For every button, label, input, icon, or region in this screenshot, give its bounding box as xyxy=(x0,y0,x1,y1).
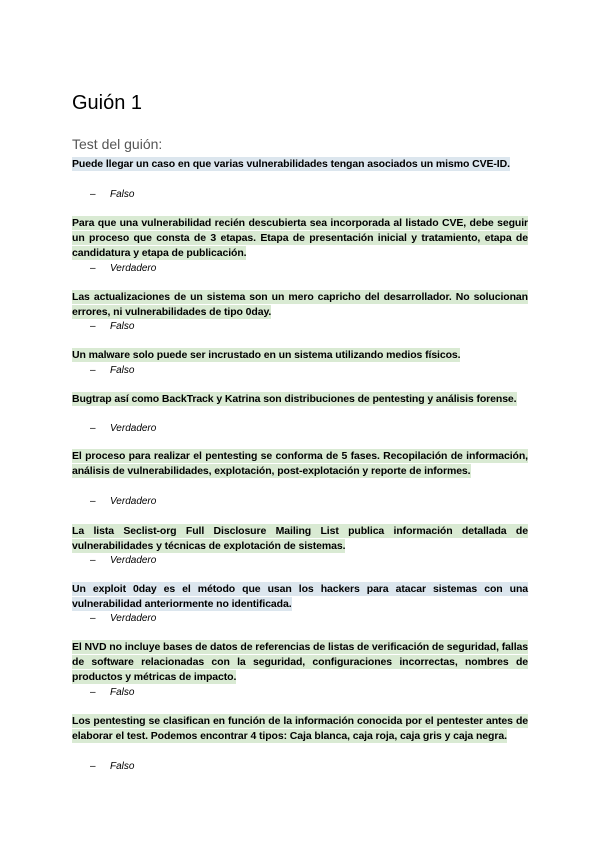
question-6-text: El proceso para realizar el pentesting se conforma de 5 fases. Recopilación de información, análisis de vulnerabilidades, explotación, post-explotación y reporte de informes. xyxy=(72,450,528,477)
dash: – xyxy=(90,761,96,772)
question-10 xyxy=(72,714,528,744)
answer-8 xyxy=(90,612,156,625)
document-title: Guión 1 xyxy=(72,92,143,114)
answer-6 xyxy=(90,495,156,508)
question-9-text: El NVD no incluye bases de datos de referencias de listas de verificación de seguridad, fallas de software relacionadas con la seguridad, configuraciones incorrectas, nombres de productos y métricas de impacto. xyxy=(72,641,528,683)
answer-10-text: Falso xyxy=(110,761,135,772)
answer-4 xyxy=(90,364,134,377)
question-1-text: Puede llegar un caso en que varias vulnerabilidades tengan asociados un mismo CVE-ID. xyxy=(72,158,510,170)
question-3-text: Las actualizaciones de un sistema son un mero capricho del desarrollador. No solucionan errores, ni vulnerabilidades de tipo 0day. xyxy=(72,291,528,318)
question-7-text: La lista Seclist-org Full Disclosure Mailing List publica información detallada de vulnerabilidades y técnicas de explotación de sistemas. xyxy=(72,525,528,552)
answer-5-text: Verdadero xyxy=(110,423,157,434)
answer-5 xyxy=(90,422,156,435)
question-8 xyxy=(72,582,528,612)
question-9 xyxy=(72,640,528,685)
dash: – xyxy=(90,365,96,376)
answer-6-text: Verdadero xyxy=(110,496,157,507)
answer-2 xyxy=(90,262,156,275)
answer-4-text: Falso xyxy=(110,365,135,376)
dash: – xyxy=(90,321,96,332)
question-2 xyxy=(72,216,528,261)
dash: – xyxy=(90,189,96,200)
answer-1-text: Falso xyxy=(110,189,135,200)
answer-7 xyxy=(90,554,156,567)
answer-9 xyxy=(90,686,134,699)
question-8-text: Un exploit 0day es el método que usan los hackers para atacar sistemas con una vulnerabilidad anteriormente no identificada. xyxy=(72,583,528,610)
answer-1 xyxy=(90,188,134,201)
question-4-text: Un malware solo puede ser incrustado en un sistema utilizando medios físicos. xyxy=(72,349,461,361)
answer-10 xyxy=(90,760,134,773)
question-4 xyxy=(72,348,528,363)
dash: – xyxy=(90,496,96,507)
answer-3 xyxy=(90,320,134,333)
question-6 xyxy=(72,449,528,479)
dash: – xyxy=(90,613,96,624)
answer-9-text: Falso xyxy=(110,687,135,698)
dash: – xyxy=(90,423,96,434)
dash: – xyxy=(90,263,96,274)
dash: – xyxy=(90,555,96,566)
answer-3-text: Falso xyxy=(110,321,135,332)
question-3 xyxy=(72,290,528,320)
question-1 xyxy=(72,157,528,172)
question-5-text: Bugtrap así como BackTrack y Katrina son distribuciones de pentesting y análisis forense. xyxy=(72,393,517,405)
dash: – xyxy=(90,687,96,698)
question-7 xyxy=(72,524,528,554)
document-subtitle: Test del guión: xyxy=(72,136,163,152)
answer-2-text: Verdadero xyxy=(110,263,157,274)
question-5 xyxy=(72,392,528,407)
answer-7-text: Verdadero xyxy=(110,555,157,566)
answer-8-text: Verdadero xyxy=(110,613,157,624)
question-2-text: Para que una vulnerabilidad recién descubierta sea incorporada al listado CVE, debe seguir un proceso que consta de 3 etapas. Etapa de presentación inicial y tratamiento, etapa de candidatura y etapa de publicación. xyxy=(72,217,528,259)
question-10-text: Los pentesting se clasifican en función de la información conocida por el pentester antes de elaborar el test. Podemos encontrar 4 tipos: Caja blanca, caja roja, caja gris y caja negra. xyxy=(72,715,528,742)
